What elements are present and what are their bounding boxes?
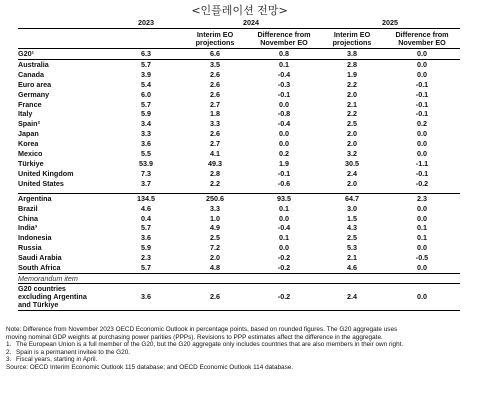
value-p2024: 2.7 xyxy=(210,139,220,149)
value-d2025: 0.1 xyxy=(417,223,427,233)
page-title: <인플레이션 전망> xyxy=(191,4,288,17)
country-name: Türkiye xyxy=(18,158,44,168)
footnote-3: 3. Fiscal years, starting in April. xyxy=(6,356,98,364)
footnote-2: 2. Spain is a permanent invitee to the G20. xyxy=(6,348,131,356)
value-d2025: 0.0 xyxy=(417,149,427,159)
value-p2024: 2.6 xyxy=(182,283,248,310)
value-p2024: 2.8 xyxy=(210,168,220,178)
value-v2023: 5.7 xyxy=(141,223,151,233)
value-p2024: 1.0 xyxy=(210,213,220,223)
value-p2025: 5.3 xyxy=(347,243,357,253)
country-name: Russia xyxy=(18,243,42,253)
country-name: Spain² xyxy=(18,119,40,129)
value-v2023: 6.0 xyxy=(141,89,151,99)
table-row xyxy=(18,109,460,119)
value-d2025: 0.0 xyxy=(417,263,427,273)
value-d2025: 0.0 xyxy=(417,243,427,253)
memorandum-label: Memorandum item xyxy=(18,273,460,283)
value-d2025: 0.0 xyxy=(417,49,427,58)
table-row xyxy=(18,59,460,69)
table-body xyxy=(18,49,460,311)
value-p2025: 2.0 xyxy=(347,139,357,149)
year-header-row xyxy=(18,16,460,29)
value-v2023: 53.9 xyxy=(139,158,153,168)
value-v2023: 3.9 xyxy=(141,69,151,79)
country-name: Canada xyxy=(18,69,44,79)
value-d2024: -0.3 xyxy=(277,79,291,89)
value-v2023: 3.6 xyxy=(141,233,151,243)
value-p2025: 2.4 xyxy=(347,168,357,178)
country-name: Korea xyxy=(18,139,39,149)
value-p2024: 2.0 xyxy=(210,253,220,263)
value-d2025: 0.2 xyxy=(417,119,427,129)
g20-excluding-row xyxy=(18,283,460,310)
g20-excluding-name: G20 countries excluding Argentina and Türkiye xyxy=(18,283,110,310)
value-p2025: 2.2 xyxy=(347,79,357,89)
source-line: Source: OECD Interim Economic Outlook 115 database; and OECD Economic Outlook 114 database. xyxy=(6,363,294,371)
value-d2025: -0.1 xyxy=(415,79,429,89)
value-p2025: 1.9 xyxy=(347,69,357,79)
value-d2024: 0.0 xyxy=(279,243,289,253)
table-row xyxy=(18,223,460,233)
table-row xyxy=(18,90,460,100)
country-name: United States xyxy=(18,178,64,188)
table-row xyxy=(18,100,460,110)
country-name: China xyxy=(18,213,38,223)
value-d2024: 93.5 xyxy=(248,193,320,203)
country-name: United Kingdom xyxy=(18,168,74,178)
table-row xyxy=(18,49,460,60)
table-row xyxy=(18,179,460,189)
value-v2023: 5.9 xyxy=(141,243,151,253)
value-d2024: 0.1 xyxy=(248,59,320,69)
value-d2024: -0.8 xyxy=(277,109,291,119)
value-p2024: 4.1 xyxy=(210,149,220,159)
value-d2025: -0.1 xyxy=(415,89,429,99)
value-v2023: 6.3 xyxy=(141,49,151,58)
value-p2024: 250.6 xyxy=(182,193,248,203)
value-p2024: 2.6 xyxy=(210,129,220,139)
value-p2024: 6.6 xyxy=(210,49,220,58)
value-d2024: 0.0 xyxy=(279,139,289,149)
value-v2023: 134.5 xyxy=(110,193,182,203)
value-d2025: 0.0 xyxy=(417,129,427,139)
value-p2024: 3.3 xyxy=(210,119,220,129)
value-d2024: -0.2 xyxy=(248,283,320,310)
difference-header-2024: Difference from November EO xyxy=(248,29,320,49)
country-name: France xyxy=(18,99,42,109)
value-p2024: 3.5 xyxy=(182,59,248,69)
value-p2024: 3.3 xyxy=(210,203,220,213)
value-p2024: 7.2 xyxy=(210,243,220,253)
value-p2025: 2.0 xyxy=(347,178,357,188)
interim-eo-header-2024: Interim EO projections xyxy=(182,29,248,49)
value-d2025: -1.1 xyxy=(415,158,429,168)
country-name: Mexico xyxy=(18,149,43,159)
note-line-1: Note: Difference from November 2023 OECD Economic Outlook in percentage points, based on rounded figures. The G20 aggregate uses xyxy=(6,326,398,333)
value-p2025: 30.5 xyxy=(345,158,359,168)
value-d2025: -0.1 xyxy=(415,99,429,109)
value-d2025: 2.3 xyxy=(384,193,460,203)
value-v2023: 3.3 xyxy=(141,129,151,139)
value-p2025: 2.1 xyxy=(347,253,357,263)
value-p2024: 49.3 xyxy=(208,158,222,168)
country-name: South Africa xyxy=(18,263,61,273)
country-name: Argentina xyxy=(18,193,110,203)
value-v2023: 5.9 xyxy=(141,109,151,119)
value-d2025: -0.2 xyxy=(415,178,429,188)
value-p2025: 2.0 xyxy=(347,89,357,99)
value-p2025: 4.3 xyxy=(347,223,357,233)
value-d2024: -0.4 xyxy=(277,69,291,79)
table-notes xyxy=(6,326,474,372)
country-name: Italy xyxy=(18,109,33,119)
interim-eo-header-2025: Interim EO projections xyxy=(320,29,384,49)
difference-header-2025: Difference from November EO xyxy=(384,29,460,49)
value-d2025: 0.0 xyxy=(417,69,427,79)
value-p2025: 2.5 xyxy=(347,233,357,243)
table-row xyxy=(18,80,460,90)
value-p2025: 2.1 xyxy=(347,99,357,109)
value-p2025: 2.2 xyxy=(347,109,357,119)
value-d2024: 0.1 xyxy=(279,233,289,243)
value-p2024: 2.2 xyxy=(210,178,220,188)
value-v2023: 3.4 xyxy=(141,119,151,129)
country-name: Brazil xyxy=(18,203,38,213)
value-p2024: 2.7 xyxy=(210,99,220,109)
country-name: Japan xyxy=(18,129,39,139)
value-d2024: -0.2 xyxy=(277,263,291,273)
value-d2024: -0.4 xyxy=(277,119,291,129)
table-row xyxy=(18,149,460,159)
value-d2025: -0.5 xyxy=(415,253,429,263)
table-row xyxy=(18,70,460,80)
value-v2023: 0.4 xyxy=(141,213,151,223)
value-d2025: 0.0 xyxy=(384,59,460,69)
note-line-2: moving nominal GDP weights at purchasing power parities (PPPs). Revisions to PPP estimates affect the difference in the aggregate. xyxy=(6,333,383,341)
memorandum-row xyxy=(18,273,460,283)
country-name: India³ xyxy=(18,223,38,233)
value-d2025: 0.0 xyxy=(417,139,427,149)
value-d2024: -0.6 xyxy=(277,178,291,188)
value-p2024: 4.8 xyxy=(210,263,220,273)
value-v2023: 5.5 xyxy=(141,149,151,159)
value-d2024: -0.1 xyxy=(277,89,291,99)
year-2025-header: 2025 xyxy=(320,16,460,29)
country-name: G20¹ xyxy=(18,49,34,58)
value-d2024: 1.9 xyxy=(279,158,289,168)
value-d2025: 0.1 xyxy=(417,233,427,243)
value-v2023: 5.4 xyxy=(141,79,151,89)
value-v2023: 7.3 xyxy=(141,168,151,178)
value-p2025: 2.8 xyxy=(320,59,384,69)
year-2023-header: 2023 xyxy=(110,16,182,29)
value-v2023: 3.6 xyxy=(141,139,151,149)
table-row xyxy=(18,119,460,129)
value-v2023: 5.7 xyxy=(141,263,151,273)
value-p2025: 4.6 xyxy=(347,263,357,273)
value-d2024: 0.0 xyxy=(279,99,289,109)
table-row xyxy=(18,204,460,214)
value-p2025: 3.2 xyxy=(347,149,357,159)
table-row xyxy=(18,159,460,169)
value-d2024: -0.4 xyxy=(277,223,291,233)
value-p2025: 2.0 xyxy=(347,129,357,139)
value-d2024: 0.0 xyxy=(279,213,289,223)
value-v2023: 5.7 xyxy=(110,59,182,69)
value-d2025: 0.0 xyxy=(384,283,460,310)
table-row xyxy=(18,214,460,224)
table-row xyxy=(18,139,460,149)
value-d2024: 0.0 xyxy=(279,129,289,139)
value-v2023: 4.6 xyxy=(141,203,151,213)
value-v2023: 2.3 xyxy=(141,253,151,263)
table-row xyxy=(18,169,460,179)
value-p2025: 1.5 xyxy=(347,213,357,223)
value-p2024: 4.9 xyxy=(210,223,220,233)
column-header-row xyxy=(18,29,460,49)
value-d2025: -0.1 xyxy=(415,109,429,119)
value-d2024: 0.8 xyxy=(279,49,289,58)
country-name: Indonesia xyxy=(18,233,52,243)
table-row xyxy=(18,233,460,243)
value-d2024: 0.1 xyxy=(279,203,289,213)
table-row xyxy=(18,263,460,273)
table-row xyxy=(18,193,460,203)
value-v2023: 3.7 xyxy=(141,178,151,188)
table-row xyxy=(18,253,460,263)
value-d2024: -0.2 xyxy=(277,253,291,263)
value-d2025: -0.1 xyxy=(415,168,429,178)
value-p2025: 2.4 xyxy=(320,283,384,310)
value-p2025: 64.7 xyxy=(320,193,384,203)
year-2024-header: 2024 xyxy=(182,16,320,29)
inflation-projection-table xyxy=(18,16,460,311)
value-p2025: 3.0 xyxy=(347,203,357,213)
country-name: Euro area xyxy=(18,79,52,89)
value-p2024: 2.6 xyxy=(210,79,220,89)
value-d2025: 0.0 xyxy=(417,213,427,223)
value-p2025: 3.8 xyxy=(347,49,357,58)
value-p2024: 2.6 xyxy=(210,69,220,79)
value-p2025: 2.5 xyxy=(347,119,357,129)
table-row xyxy=(18,129,460,139)
country-name: Australia xyxy=(18,59,110,69)
country-name: Germany xyxy=(18,89,50,99)
value-d2024: -0.1 xyxy=(277,168,291,178)
value-d2025: 0.0 xyxy=(417,203,427,213)
value-p2024: 2.5 xyxy=(210,233,220,243)
value-v2023: 5.7 xyxy=(141,99,151,109)
table-row xyxy=(18,243,460,253)
country-name: Saudi Arabia xyxy=(18,253,62,263)
value-p2024: 1.8 xyxy=(210,109,220,119)
value-p2024: 2.6 xyxy=(210,89,220,99)
value-v2023: 3.6 xyxy=(110,283,182,310)
footnote-1: 1. The European Union is a full member of the G20, but the G20 aggregate only includes countries that are also members in their own right. xyxy=(6,341,404,349)
value-d2024: 0.2 xyxy=(279,149,289,159)
